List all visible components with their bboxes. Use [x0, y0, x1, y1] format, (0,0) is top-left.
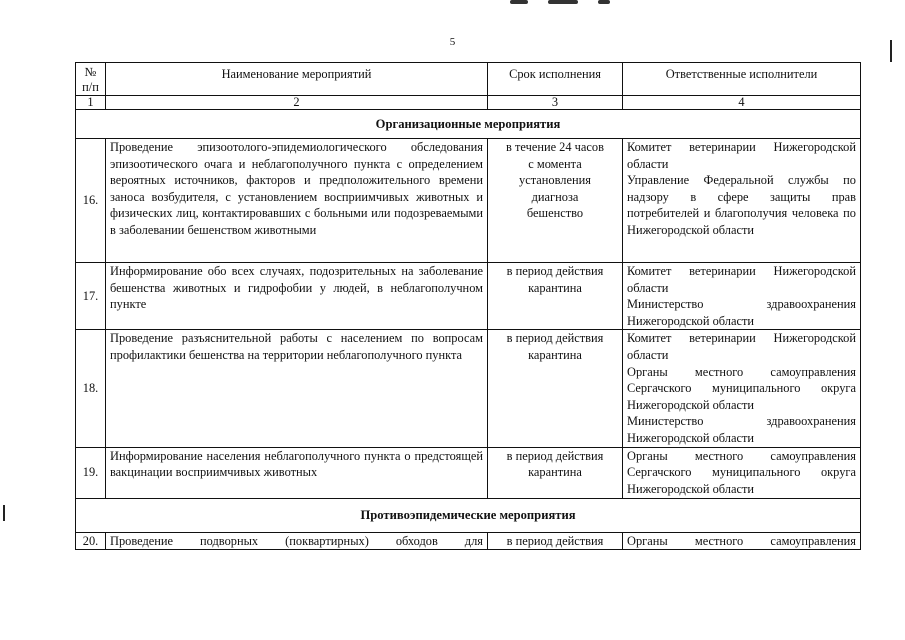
measure-responsible: [623, 139, 861, 263]
responsible-entry: Министерство здравоохранения Нижегородской области: [627, 414, 856, 445]
table-row: [76, 263, 861, 330]
header-num: № п/п: [76, 63, 106, 96]
row-number: 18.: [76, 330, 106, 447]
responsible-entry: Органы местного самоуправления Сергачского муниципального округа Нижегородской области: [627, 364, 856, 412]
measure-name: Проведение подворных (поквартирных) обходов для: [106, 532, 488, 550]
measure-responsible: [623, 447, 861, 498]
measure-deadline: в течение 24 часов с момента установления диагноза бешенство: [488, 139, 623, 263]
row-number: 16.: [76, 139, 106, 263]
measure-name: Проведение разъяснительной работы с населением по вопросам профилактики бешенства на территории неблагополучного пункта: [106, 330, 488, 447]
header-responsible: Ответственные исполнители: [623, 63, 861, 96]
measure-responsible: [623, 532, 861, 550]
section-title: Противоэпидемические мероприятия: [76, 498, 861, 532]
row-number: 17.: [76, 263, 106, 330]
table-row: [76, 532, 861, 550]
measure-deadline: в период действия карантина: [488, 263, 623, 330]
scan-artifact-top: [510, 0, 528, 4]
responsible-entry: Комитет ветеринарии Нижегородской области: [627, 140, 856, 171]
row-number: 20.: [76, 532, 106, 550]
table-row: [76, 447, 861, 498]
measures-table: [75, 62, 861, 550]
header-deadline: Срок исполнения: [488, 63, 623, 96]
measure-deadline: в период действия карантина: [488, 447, 623, 498]
responsible-entry: Органы местного самоуправления: [627, 533, 856, 548]
measure-responsible: [623, 263, 861, 330]
measure-name: Информирование населения неблагополучного пункта о предстоящей вакцинации восприимчивых животных: [106, 447, 488, 498]
responsible-entry: Министерство здравоохранения Нижегородской области: [627, 297, 856, 328]
column-number: 4: [623, 96, 861, 110]
table-row: [76, 330, 861, 447]
column-number: 2: [106, 96, 488, 110]
measure-deadline: в период действия карантина: [488, 330, 623, 447]
header-name: Наименование мероприятий: [106, 63, 488, 96]
table-header-row: [76, 63, 861, 96]
scan-artifact-left: [3, 505, 5, 521]
column-number-row: [76, 96, 861, 110]
page-number: 5: [449, 36, 456, 48]
responsible-entry: Управление Федеральной службы по надзору в сфере защиты прав потребителей и благополучия человека по Нижегородской области: [627, 173, 856, 237]
measure-deadline: в период действия: [488, 532, 623, 550]
column-number: 3: [488, 96, 623, 110]
scan-artifact-top: [548, 0, 578, 4]
measure-responsible: [623, 330, 861, 447]
responsible-entry: Комитет ветеринарии Нижегородской области: [627, 331, 856, 362]
column-number: 1: [76, 96, 106, 110]
section-row: [76, 498, 861, 532]
section-row: [76, 110, 861, 139]
measure-name: Проведение эпизоотолого-эпидемиологического обследования эпизоотического очага и неблагополучного пункта с определением вероятных источников, факторов и предположительного времени заноса возбудителя, с установлением восприимчивых животных и физических лиц, контактировавших с больными или подозреваемыми в заболевании бешенством животными: [106, 139, 488, 263]
responsible-entry: Комитет ветеринарии Нижегородской области: [627, 264, 856, 295]
measure-name: Информирование обо всех случаях, подозрительных на заболевание бешенства животных и гидрофобии у людей, в неблагополучном пункте: [106, 263, 488, 330]
section-title: Организационные мероприятия: [76, 110, 861, 139]
table-row: [76, 139, 861, 263]
responsible-entry: Органы местного самоуправления Сергачского муниципального округа Нижегородской области: [627, 448, 856, 496]
row-number: 19.: [76, 447, 106, 498]
scan-artifact-top: [598, 0, 610, 4]
